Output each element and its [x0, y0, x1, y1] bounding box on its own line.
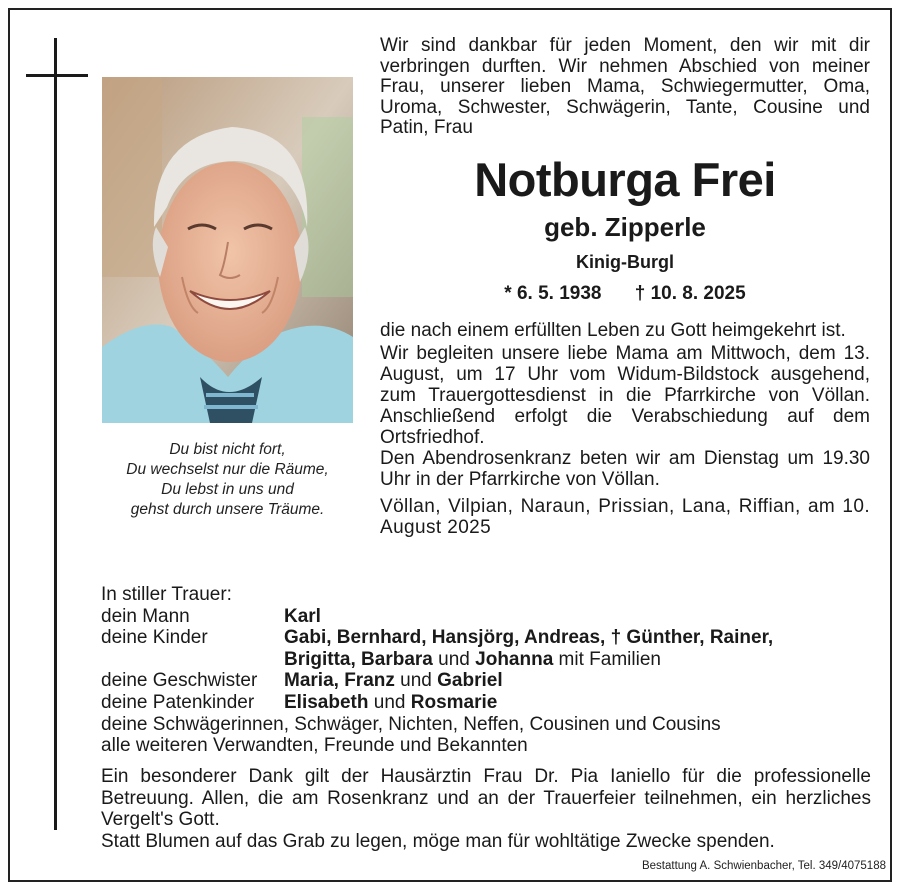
mourner-names: Karl: [284, 605, 321, 627]
mourner-row: [101, 692, 881, 714]
mourner-label: deine Kinder: [101, 627, 208, 649]
memorial-quote: [102, 440, 353, 520]
funeral-home-credit: Bestattung A. Schwienbacher, Tel. 349/4075188: [641, 860, 886, 872]
thanks-text: [101, 766, 871, 852]
mourner-label: deine Patenkinder: [101, 691, 255, 713]
body-paragraph: die nach einem erfüllten Leben zu Gott heimgekehrt ist.: [380, 320, 846, 341]
body-paragraph: Den Abendrosenkranz beten wir am Dienstag um 19.30 Uhr in der Pfarrkirche von Völlan.: [380, 448, 870, 490]
death-date: † 10. 8. 2025: [634, 283, 746, 304]
funeral-details: [380, 320, 870, 540]
body-paragraph: Wir begleiten unsere liebe Mama am Mittwoch, dem 13. August, um 17 Uhr vom Widum-Bildstock ausgehend, zum Trauergottesdienst in die Pfarrkirche von Völlan. Anschließend erfolgt die Verabschiedung auf dem Ortsfriedhof.: [380, 343, 870, 448]
cross-icon: [54, 38, 57, 830]
quote-line: Du lebst in uns und: [161, 481, 294, 498]
quote-line: Du wechselst nur die Räume,: [126, 461, 329, 478]
mourner-row: [101, 627, 881, 649]
quote-line: Du bist nicht fort,: [169, 441, 286, 458]
mourning-heading: In stiller Trauer:: [101, 584, 232, 605]
places-date: Völlan, Vilpian, Naraun, Prissian, Lana, Riffian, am 10. August 2025: [380, 496, 870, 538]
quote-line: gehst durch unsere Träume.: [130, 501, 325, 518]
mourner-row: [101, 649, 881, 671]
intro-text: Wir sind dankbar für jeden Moment, den wir mit dir verbringen durften. Wir nehmen Abschied von meiner Frau, unserer lieben Mama, Schwiegermutter, Oma, Uroma, Schwester, Schwägerin, Tante, Cousine und Patin, Frau: [380, 35, 870, 138]
birth-date: * 6. 5. 1938: [504, 283, 602, 304]
mourner-row: [101, 670, 881, 692]
mourner-label: deine Geschwister: [101, 670, 258, 692]
mourner-line: alle weiteren Verwandten, Freunde und Bekannten: [101, 735, 528, 757]
mourner-names: Maria, Franz und Gabriel: [284, 670, 503, 692]
mourner-label: dein Mann: [101, 605, 190, 627]
deceased-name: Notburga Frei: [474, 153, 776, 206]
mourner-names: Elisabeth und Rosmarie: [284, 691, 498, 713]
mourner-line: deine Schwägerinnen, Schwäger, Nichten, Neffen, Cousinen und Cousins: [101, 713, 721, 735]
mourner-row: [101, 606, 881, 628]
mourner-names: Gabi, Bernhard, Hansjörg, Andreas, † Günther, Rainer,: [284, 627, 774, 649]
portrait-photo: [102, 77, 353, 423]
thanks-paragraph: Ein besonderer Dank gilt der Hausärztin Frau Dr. Pia Ianiello für die professionelle Betreuung. Allen, die am Rosenkranz und an der Trauerfeier teilnehmen, ein herzliches Vergelt's Gott.: [101, 766, 871, 831]
birth-name: geb. Zipperle: [544, 212, 706, 242]
nickname: Kinig-Burgl: [576, 252, 674, 272]
mourners-list: [101, 584, 881, 757]
cross-icon-bar: [26, 74, 88, 77]
life-dates: [380, 280, 870, 308]
mourner-names: Brigitta, Barbara und Johanna mit Familien: [284, 648, 661, 670]
thanks-paragraph: Statt Blumen auf das Grab zu legen, möge man für wohltätige Zwecke spenden.: [101, 830, 775, 852]
